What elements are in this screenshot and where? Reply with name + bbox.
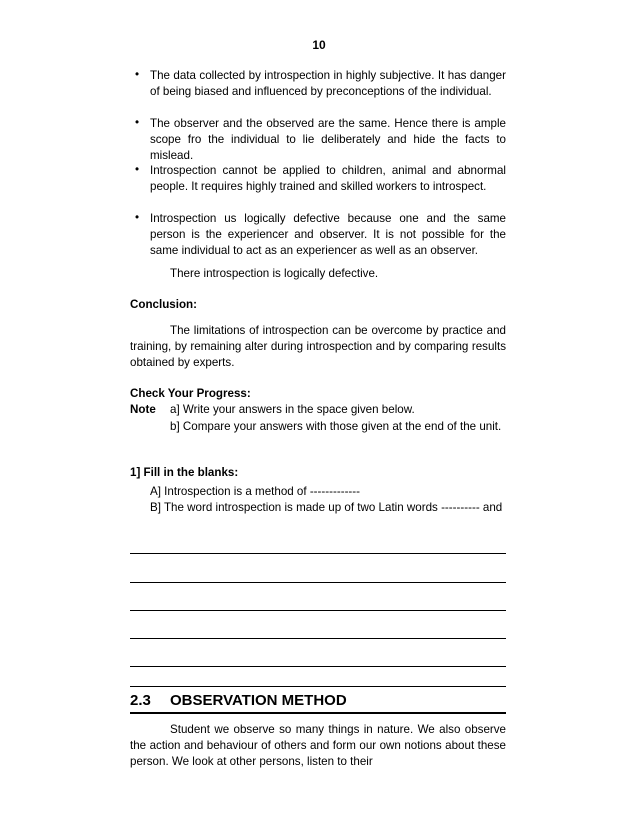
answer-line [130,582,506,583]
note-label: Note [130,403,156,416]
answer-line [130,553,506,554]
note-a: a] Write your answers in the space given below. [170,403,415,416]
section-title: OBSERVATION METHOD [170,692,347,709]
note-b: b] Compare your answers with those given at the end of the unit. [170,420,502,433]
answer-line [130,638,506,639]
section-underline [130,712,506,714]
page-number: 10 [312,38,326,52]
section-text: Student we observe so many things in nature. We also observe the action and behaviour of others and form our own notions about these person. We look at other persons, listen to their [130,723,506,768]
bullet-item: Introspection cannot be applied to children, animal and abnormal people. It requires highly trained and skilled workers to introspect. [150,164,506,193]
section-number: 2.3 [130,692,151,709]
answer-line [130,686,506,687]
progress-heading: Check Your Progress: [130,387,251,400]
fill-blanks-heading: 1] Fill in the blanks: [130,466,239,479]
conclusion-text: The limitations of introspection can be overcome by practice and training, by remaining alter during introspection and by comparing results obtained by experts. [130,324,506,369]
fill-blank-item-a: A] Introspection is a method of ------------- [150,485,361,498]
logical-defect-line: There introspection is logically defective. [170,267,379,280]
conclusion-heading: Conclusion: [130,298,197,311]
bullet-item: Introspection us logically defective because one and the same person is the experiencer and observer. It is not possible for the same individual to act as an experiencer as well as an observer. [150,212,506,257]
fill-blank-item-b: B] The word introspection is made up of two Latin words ---------- and [150,501,503,514]
bullet-marker: • [134,68,140,81]
answer-line [130,610,506,611]
bullet-marker: • [134,116,140,129]
bullet-marker: • [134,163,140,176]
bullet-item: The data collected by introspection in highly subjective. It has danger of being biased and influenced by preconceptions of the individual. [150,69,506,98]
bullet-marker: • [134,211,140,224]
bullet-item: The observer and the observed are the same. Hence there is ample scope fro the individual to lie deliberately and hide the facts to mislead. [150,117,506,162]
answer-line [130,666,506,667]
